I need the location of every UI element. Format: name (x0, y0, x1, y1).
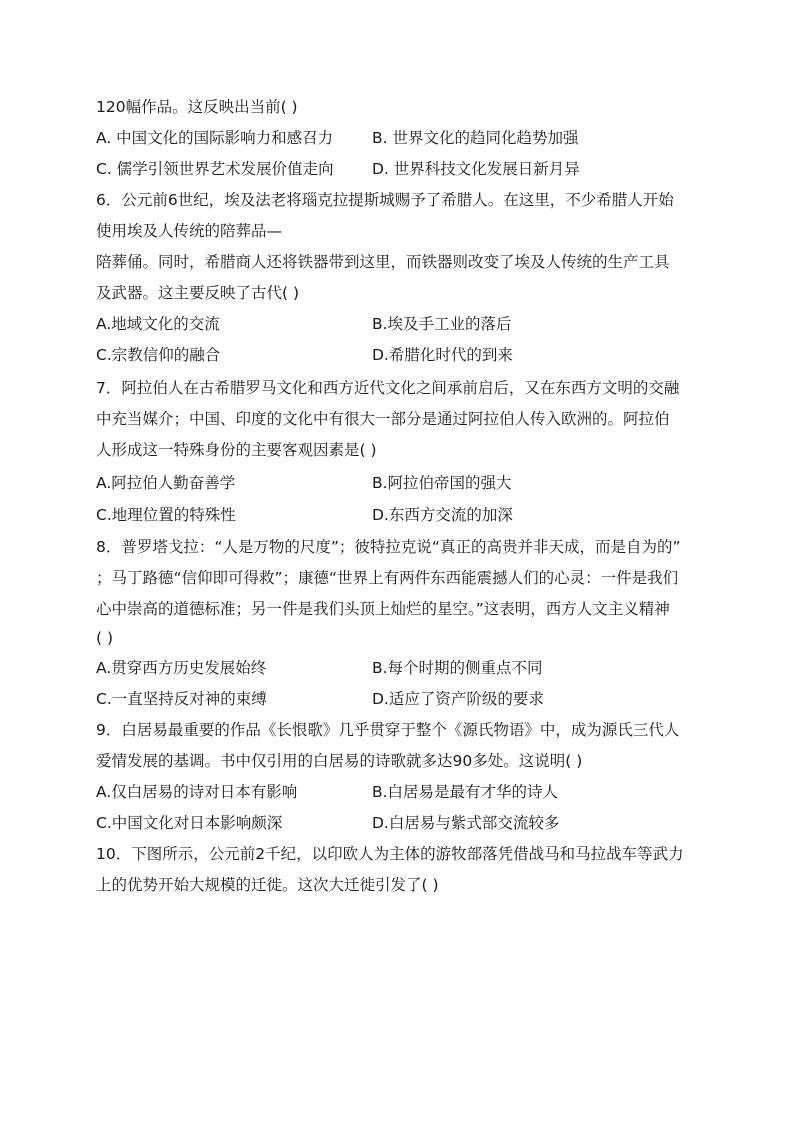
option-c: C.一直坚持反对神的束缚 (96, 690, 267, 708)
option-d: D.白居易与紫式部交流较多 (372, 814, 560, 832)
option-c: C.中国文化对日本影响颇深 (96, 814, 283, 832)
question-6-line: 及武器。这主要反映了古代( ) (96, 284, 300, 302)
option-a: A.地域文化的交流 (96, 315, 220, 333)
question-8-line: 心中崇高的道德标准；另一件是我们头顶上灿烂的星空。”这表明，西方人文主义精神 (96, 600, 670, 618)
option-b: B. 世界文化的趋同化趋势加强 (372, 129, 579, 147)
question-10-line: 上的优势开始大规模的迁徙。这次大迁徙引发了( ) (96, 876, 439, 894)
option-b: B.阿拉伯帝国的强大 (372, 474, 512, 492)
question-8-line: ( ) (96, 629, 114, 647)
question-8-line: 8．普罗塔戈拉：“人是万物的尺度”；彼特拉克说“真正的高贵并非天成，而是自为的” (96, 538, 681, 556)
option-c: C. 儒学引领世界艺术发展价值走向 (96, 160, 334, 178)
option-a: A.贯穿西方历史发展始终 (96, 659, 267, 677)
question-9-line: 爱情发展的基调。书中仅引用的白居易的诗歌就多达90多处。这说明( ) (96, 752, 583, 770)
option-a: A.阿拉伯人勤奋善学 (96, 474, 236, 492)
question-9-line: 9．白居易最重要的作品《长恨歌》几乎贯穿于整个《源氏物语》中，成为源氏三代人 (96, 721, 680, 739)
option-d: D. 世界科技文化发展日新月异 (372, 160, 580, 178)
option-d: D.希腊化时代的到来 (372, 346, 513, 364)
option-b: B.每个时期的侧重点不同 (372, 659, 543, 677)
option-b: B.埃及手工业的落后 (372, 315, 512, 333)
option-c: C.地理位置的特殊性 (96, 506, 236, 524)
option-c: C.宗教信仰的融合 (96, 346, 221, 364)
option-a: A.仅白居易的诗对日本有影响 (96, 783, 298, 801)
question-8-line: ；马丁路德“信仰即可得救”；康德“世界上有两件东西能震撼人们的心灵：一件是我们 (96, 569, 679, 587)
question-6-line: 陪葬俑。同时，希腊商人还将铁器带到这里，而铁器则改变了埃及人传统的生产工具 (96, 253, 670, 271)
text-line: 120幅作品。这反映出当前( ) (96, 98, 298, 116)
question-6-line: 使用埃及人传统的陪葬品— (96, 222, 283, 240)
option-d: D.适应了资产阶级的要求 (372, 690, 544, 708)
option-d: D.东西方交流的加深 (372, 506, 513, 524)
question-7-line: 7．阿拉伯人在古希腊罗马文化和西方近代文化之间承前启后，又在东西方文明的交融 (96, 379, 680, 397)
option-b: B.白居易是最有才华的诗人 (372, 783, 559, 801)
question-10-line: 10．下图所示，公元前2千纪，以印欧人为主体的游牧部落凭借战马和马拉战车等武力 (96, 845, 684, 863)
option-a: A. 中国文化的国际影响力和感召力 (96, 129, 334, 147)
question-6-line: 6．公元前6世纪，埃及法老将瑙克拉提斯城赐予了希腊人。在这里，不少希腊人开始 (96, 191, 674, 209)
question-7-line: 中充当媒介；中国、印度的文化中有很大一部分是通过阿拉伯人传入欧洲的。阿拉伯 (96, 410, 670, 428)
question-7-line: 人形成这一特殊身份的主要客观因素是( ) (96, 441, 377, 459)
